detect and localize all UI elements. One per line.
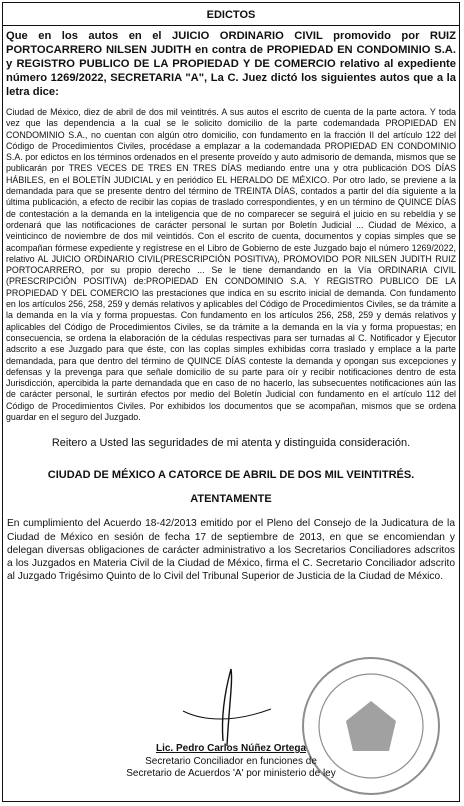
signer-title-2: Secretario de Acuerdos 'A' por ministerio de ley (126, 768, 336, 780)
title-divider (3, 25, 459, 26)
signer-title-1: Secretario Conciliador en funciones de (145, 755, 317, 767)
atentamente-heading: ATENTAMENTE (190, 493, 272, 506)
signature-block (3, 743, 459, 781)
page-title: EDICTOS (206, 9, 256, 21)
intro-paragraph: Que en los autos en el JUICIO ORDINARIO CIVIL promovido por RUIZ PORTOCARRERO NILSEN JUDITH en contra de PROPIEDAD EN CONDOMINIO S.A. y REGISTRO PUBLICO DE LA PROPIEDAD Y DE COMERCIO relativo al expediente número 1269/2022, SECRETARIA "A", La C. Juez dictó los siguientes autos que a la letra dice: (6, 30, 456, 98)
body-paragraph: Ciudad de México, diez de abril de dos mil veintitrés. A sus autos el escrito de cuenta de la parte actora. Y toda vez que las dependencia a la cual se le solicito domicilio de la parte codemandada PROPIEDAD EN CONDOMINIO S.A., no cuentan con algún otro domicilio, con fundamento en la fracción II del artículo 122 del Código de Procedimientos Civiles, procédase a emplazar a la codemandada PROPIEDAD EN CONDOMINIO S.A. por edictos en los términos ordenados en el presente proveído y auto admisorio de demanda, mismos que se publicarán por TRES VECES DE TRES EN TRES DÍAS mediando entre una y otra publicación DOS DÍAS HÁBILES, en el BOLETÍN JUDICIAL y en periódico EL HERALDO DE MÉXICO. Por otro lado, se previene a la demandada para que se presente dentro del término de TREINTA DÍAS, contados a partir del día siguiente a la última publicación, a efecto de recibir las copias de traslado correspondientes, y en un término de QUINCE DÍAS de contestación a la demanda en la inteligencia que de no comparecer se seguirá el juicio en su rebeldía y se ordenará que las notificaciones de carácter personal le surtan por Boletín Judicial ... Ciudad de México, a veinticinco de noviembre de dos mil veintidós. Con el escrito de cuenta, documentos y copias simples que se acompañan fórmese expediente y regístrese en el Libro de Gobierno de este Juzgado bajo el número 1269/2022, relativo AL JUICIO ORDINARIO CIVIL(PRESCRIPCIÓN POSITIVA), PROMOVIDO POR NILSEN JUDITH RUIZ PORTOCARRERO, por su propio derecho ... Se le tiene demandando en la Vía ORDINARIA CIVIL (PRESCRIPCIÓN POSITIVA) de:PROPIEDAD EN CONDOMINIO S.A. Y REGISTRO PUBLICO DE LA PROPIEDAD Y DEL COMERCIO las prestaciones que indica en su escrito inicial de demanda. Con fundamento en los artículos 256, 258, 259 y demás relativos y aplicables del Código de Procedimientos Civiles, se da trámite a la demanda en la vía y forma propuestas. Con fundamento en los artículos 256, 258, 259 y demás relativos y aplicables del Código de Procedimientos Civiles, se da trámite a la demanda en la vía y forma propuestas; en consecuencia, se ordena la elaboración de la cédulas respectivas para ser turnadas al C. Notificador y Ejecutor adscrito a ese Juzgado para que éste, con las coplas simples exhibidas corra traslado y emplace a la parte demandada, para que dentro del término de QUINCE DÍAS conteste la demanda y opongan sus excepciones y defensas y la prevenga para que señale domicilio de su parte para oír y recibir notificaciones dentro de esta Jurisdicción, apercibida la parte demandada que en caso de no hacerlo, las subsecuentes notificaciones aún las de carácter personal, le surtirán efectos por medio del Boletín Judicial con fundamento en el artículo 112 del Código de Procedimientos Civiles. Por exhibidos los documentos que se acompañan, mismos que se ordena guardar en el seguro del Juzgado. (6, 107, 456, 423)
edict-page (2, 2, 460, 802)
signer-name: Lic. Pedro Carlos Núñez Ortega (155, 743, 307, 754)
legal-paragraph: En cumplimiento del Acuerdo 18-42/2013 emitido por el Pleno del Consejo de la Judicatura de la Ciudad de México en sesión de fecha 17 de septiembre de 2013, en que se encomiendan y delegan diversas obligaciones de carácter administrativo a los Secretarios Conciliadores adscritos a los Juzgados en Materia Civil de la Ciudad de México, firma el C. Secretario Conciliador adscrito al Juzgado Trigésimo Quinto de lo Civil del Tribunal Superior de Justicia de la Ciudad de México. (7, 518, 455, 583)
city-date-line: CIUDAD DE MÉXICO A CATORCE DE ABRIL DE DOS MIL VEINTITRÉS. (47, 469, 415, 482)
signature-scribble (173, 661, 283, 751)
closing-line: Reitero a Usted las seguridades de mi atenta y distinguida consideración. (51, 437, 411, 450)
